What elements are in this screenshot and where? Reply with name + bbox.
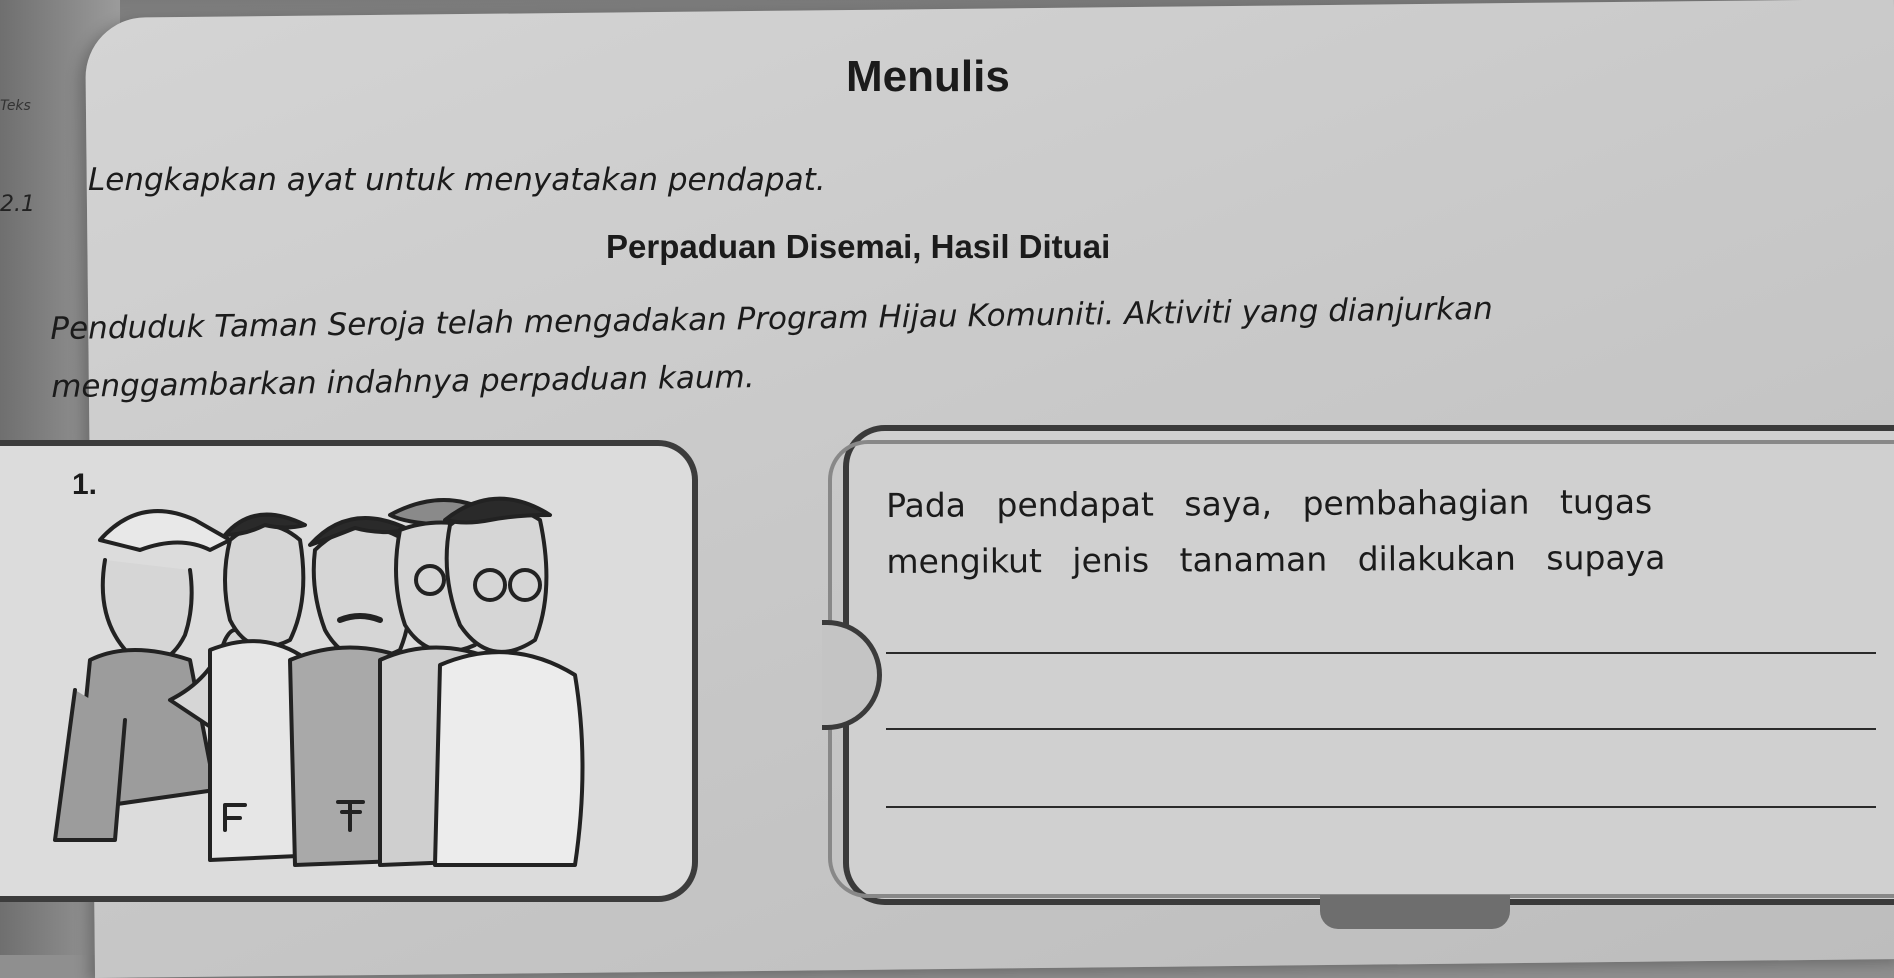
answer-prompt xyxy=(886,473,1877,590)
answer-panel-tab xyxy=(1320,895,1510,929)
prompt-line: Pada pendapat saya, pembahagian tugas xyxy=(886,481,1653,525)
side-tab-label: Teks xyxy=(0,98,31,114)
answer-blank-line[interactable] xyxy=(886,728,1876,730)
item-number: 2.1 xyxy=(0,192,35,217)
passage-line: menggambarkan indahnya perpaduan kaum. xyxy=(50,359,755,405)
instruction-text: Lengkapkan ayat untuk menyatakan pendapat. xyxy=(88,162,826,198)
answer-blank-line[interactable] xyxy=(886,806,1876,808)
prompt-line: mengikut jenis tanaman dilakukan supaya xyxy=(886,537,1666,581)
answer-blank-line[interactable] xyxy=(886,652,1876,654)
passage-title: Perpaduan Disemai, Hasil Dituai xyxy=(606,228,1111,265)
passage-line: Penduduk Taman Seroja telah mengadakan Program Hijau Komuniti. Aktiviti yang dianjurkan xyxy=(50,290,1493,347)
picture-number: 1. xyxy=(72,468,98,501)
section-title: Menulis xyxy=(846,52,1010,101)
community-group-illustration xyxy=(20,470,660,890)
